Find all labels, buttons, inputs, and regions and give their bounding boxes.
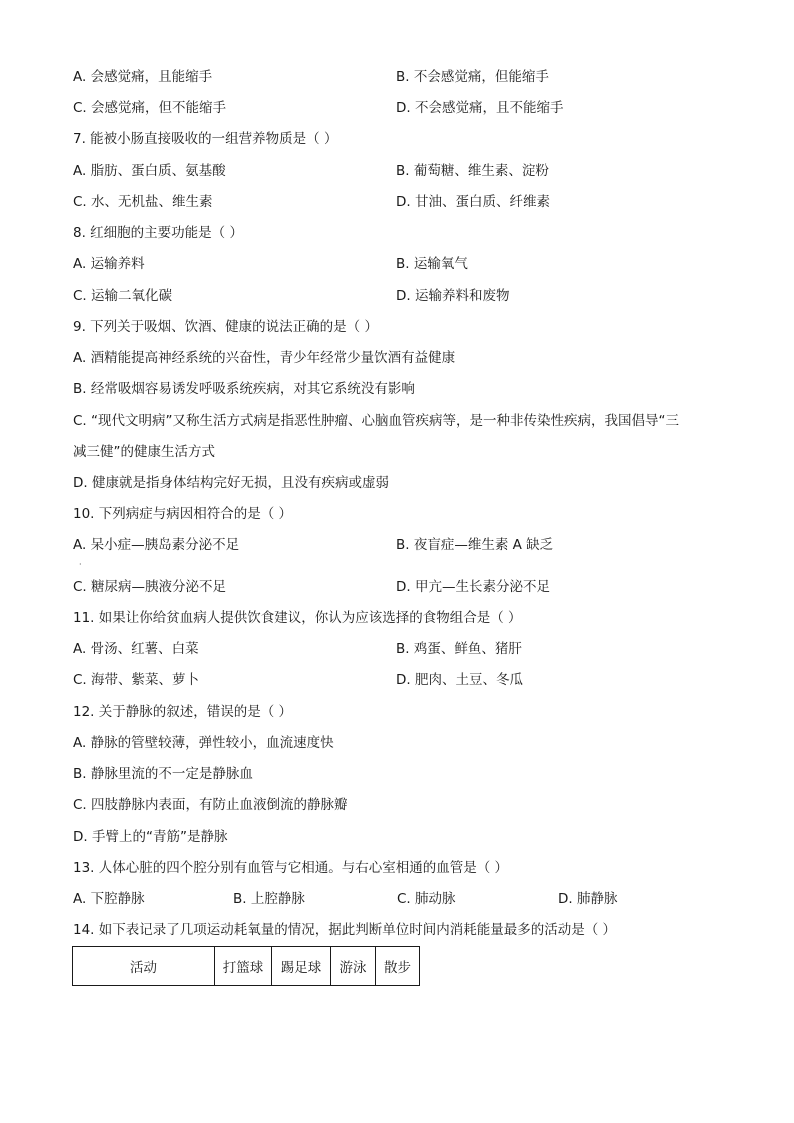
option-item: A. 呆小症—胰岛素分泌不足 [73,537,240,553]
text-line: B. 静脉里流的不一定是静脉血 [73,766,253,782]
text-line: C. 四肢静脉内表面，有防止血液倒流的静脉瓣 [73,797,348,813]
option-item: B. 上腔静脉 [233,891,305,907]
option-item: D. 肺静脉 [558,891,618,907]
activity-table [72,946,420,986]
option-item: A. 脂肪、蛋白质、氨基酸 [73,163,226,179]
text-line: C. “现代文明病”又称生活方式病是指恶性肿瘤、心脑血管疾病等，是一种非传染性疾病，我国倡导“三 [73,413,679,429]
option-item: A. 会感觉痛，且能缩手 [73,69,213,85]
table-cell-swimming: 游泳 [331,947,376,986]
text-line: A. 酒精能提高神经系统的兴奋性，青少年经常少量饮酒有益健康 [73,350,456,366]
text-line: 13. 人体心脏的四个腔分别有血管与它相通。与右心室相通的血管是（ ） [73,860,509,876]
option-item: A. 运输养料 [73,256,145,272]
table-row [73,947,420,986]
text-line: D. 健康就是指身体结构完好无损，且没有疾病或虚弱 [73,475,389,491]
option-item: D. 肥肉、土豆、冬瓜 [396,672,523,688]
text-line: 减三健”的健康生活方式 [73,444,215,460]
table-cell-activity: 活动 [73,947,215,986]
option-item: B. 运输氧气 [396,256,468,272]
text-line: 10. 下列病症与病因相符合的是（ ） [73,506,293,522]
text-line: D. 手臂上的“青筋”是静脉 [73,829,228,845]
text-line: 9. 下列关于吸烟、饮酒、健康的说法正确的是（ ） [73,319,378,335]
option-item: C. 运输二氧化碳 [73,288,173,304]
option-item: B. 鸡蛋、鲜鱼、猪肝 [396,641,522,657]
text-line: 11. 如果让你给贫血病人提供饮食建议，你认为应该选择的食物组合是（ ） [73,610,522,626]
option-item: C. 海带、紫菜、萝卜 [73,672,200,688]
question-14: 14. 如下表记录了几项运动耗氧量的情况，据此判断单位时间内消耗能量最多的活动是（ ） [73,922,617,938]
option-item: C. 糖尿病—胰液分泌不足 [73,579,227,595]
option-item: C. 水、无机盐、维生素 [73,194,213,210]
option-item: B. 葡萄糖、维生素、淀粉 [396,163,549,179]
option-item: B. 不会感觉痛，但能缩手 [396,69,549,85]
text-line: A. 静脉的管壁较薄，弹性较小，血流速度快 [73,735,334,751]
text-line: B. 经常吸烟容易诱发呼吸系统疾病，对其它系统没有影响 [73,381,415,397]
table-cell-basketball: 打篮球 [215,947,272,986]
option-item: C. 会感觉痛，但不能缩手 [73,100,227,116]
option-item: D. 甲亢—生长素分泌不足 [396,579,550,595]
stray-mark: · [79,560,82,569]
text-line: 8. 红细胞的主要功能是（ ） [73,225,243,241]
text-line: 7. 能被小肠直接吸收的一组营养物质是（ ） [73,131,338,147]
option-item: D. 不会感觉痛，且不能缩手 [396,100,564,116]
option-item: D. 运输养料和废物 [396,288,510,304]
option-item: A. 骨汤、红薯、白菜 [73,641,199,657]
table-cell-football: 踢足球 [272,947,331,986]
option-item: C. 肺动脉 [397,891,456,907]
table-cell-walking: 散步 [376,947,420,986]
option-item: B. 夜盲症—维生素 A 缺乏 [396,537,554,553]
option-item: D. 甘油、蛋白质、纤维素 [396,194,550,210]
option-item: A. 下腔静脉 [73,891,145,907]
text-line: 12. 关于静脉的叙述，错误的是（ ） [73,704,293,720]
